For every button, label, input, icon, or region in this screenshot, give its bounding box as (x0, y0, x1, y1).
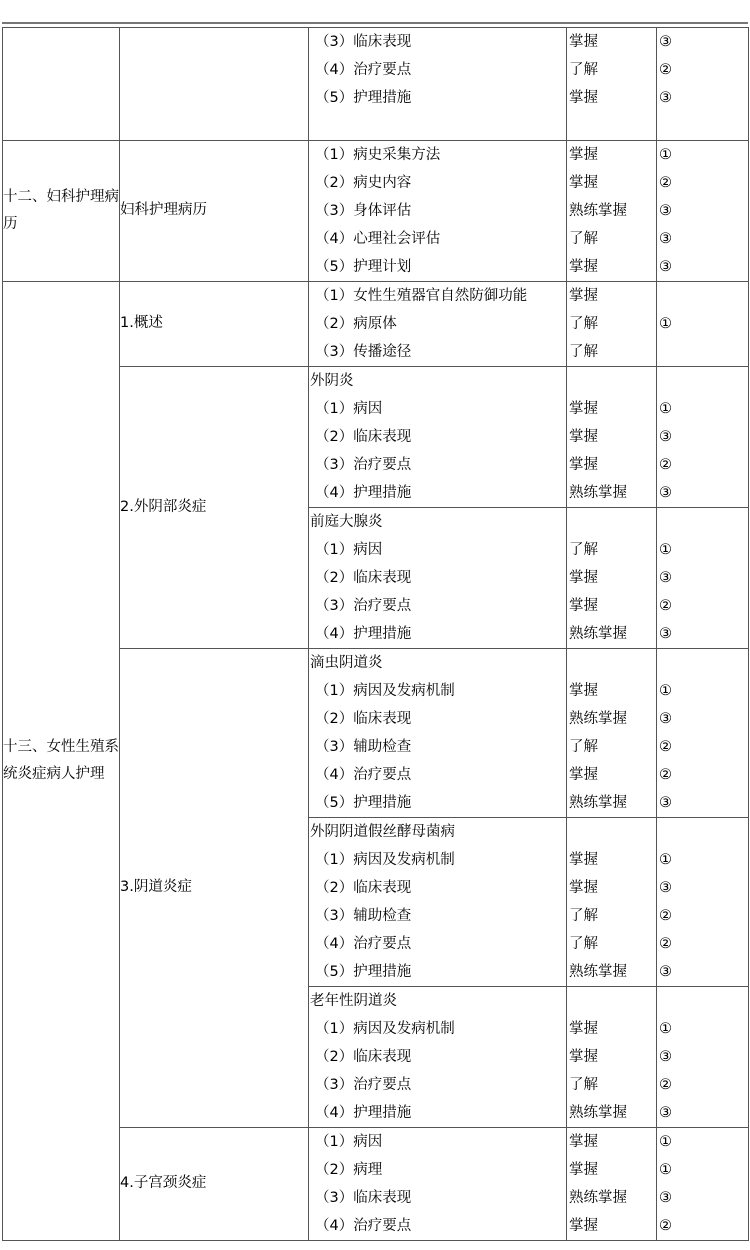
content-cell (309, 508, 567, 649)
grade-cell (657, 508, 749, 649)
grade-mark: ① (659, 542, 672, 558)
content-item: （1）病因 (315, 401, 383, 417)
content-item: （2）临床表现 (315, 429, 412, 445)
requirement-level: 掌握 (569, 598, 598, 614)
requirement-cell (567, 508, 657, 649)
spacer (657, 649, 748, 677)
content-item: （3）治疗要点 (315, 1077, 412, 1093)
requirement-level: 了解 (569, 231, 598, 247)
content-item: （3）传播途径 (315, 344, 412, 360)
subunit-cell (120, 282, 309, 367)
grade-mark: ① (659, 147, 672, 163)
requirement-level: 熟练掌握 (569, 203, 627, 219)
content-item: （4）治疗要点 (315, 936, 412, 952)
grade-cell (657, 818, 749, 987)
unit-title: 十三、女性生殖系统炎症病人护理 (3, 738, 119, 782)
spacer (657, 367, 748, 395)
grade-mark: ③ (659, 485, 672, 501)
content-item: （1）病因及发病机制 (315, 1021, 455, 1037)
spacer (657, 112, 748, 140)
content-cell (309, 818, 567, 987)
table-row (3, 28, 749, 141)
spacer (309, 112, 566, 140)
grade-mark: ① (659, 683, 672, 699)
grade-mark: ② (659, 936, 672, 952)
spacer (567, 508, 656, 536)
requirement-level: 掌握 (569, 457, 598, 473)
syllabus-table-body (3, 28, 749, 1241)
grade-mark: ③ (659, 880, 672, 896)
content-item: （3）临床表现 (315, 1190, 412, 1206)
grade-mark: ① (659, 1162, 672, 1178)
requirement-level: 熟练掌握 (569, 485, 627, 501)
grade-mark: ③ (659, 711, 672, 727)
group-header: 前庭大腺炎 (310, 514, 383, 530)
grade-mark: ② (659, 1077, 672, 1093)
requirement-level: 掌握 (569, 259, 598, 275)
grade-mark: ③ (659, 1190, 672, 1206)
grade-mark: ③ (659, 231, 672, 247)
grade-mark: ① (659, 1134, 672, 1150)
requirement-level: 了解 (569, 62, 598, 78)
grade-mark: ① (659, 316, 672, 332)
grade-mark: ③ (659, 1105, 672, 1121)
unit-title: 十二、妇科护理病历 (3, 188, 119, 232)
subunit-title: 1.概述 (120, 315, 163, 332)
requirement-level: 掌握 (569, 852, 598, 868)
requirement-cell (567, 367, 657, 508)
requirement-level: 掌握 (569, 1218, 598, 1234)
syllabus-table (2, 27, 749, 1241)
requirement-level: 掌握 (569, 880, 598, 896)
subunit-cell (120, 649, 309, 1128)
requirement-level: 掌握 (569, 1134, 598, 1150)
content-item: （4）治疗要点 (315, 62, 412, 78)
grade-mark: ③ (659, 90, 672, 106)
grade-cell (657, 141, 749, 282)
content-item: （1）女性生殖器官自然防御功能 (315, 288, 528, 304)
content-item: （3）辅助检查 (315, 739, 412, 755)
requirement-cell (567, 987, 657, 1128)
content-cell (309, 1128, 567, 1241)
requirement-cell (567, 141, 657, 282)
grade-cell (657, 282, 749, 367)
grade-cell (657, 367, 749, 508)
content-item: （2）病史内容 (315, 175, 412, 191)
grade-cell (657, 987, 749, 1128)
content-cell (309, 282, 567, 367)
grade-mark: ① (659, 401, 672, 417)
grade-mark: ② (659, 62, 672, 78)
grade-cell (657, 28, 749, 141)
requirement-level: 掌握 (569, 1049, 598, 1065)
content-cell (309, 367, 567, 508)
grade-mark: ③ (659, 570, 672, 586)
unit-cell (3, 141, 120, 282)
spacer (567, 649, 656, 677)
content-item: （4）护理措施 (315, 626, 412, 642)
content-item: （3）临床表现 (315, 34, 412, 50)
grade-mark: ③ (659, 626, 672, 642)
requirement-cell (567, 28, 657, 141)
grade-mark: ① (659, 1021, 672, 1037)
top-rule (2, 22, 748, 24)
content-item: （3）辅助检查 (315, 908, 412, 924)
requirement-level: 掌握 (569, 429, 598, 445)
requirement-level: 掌握 (569, 570, 598, 586)
content-item: （4）护理措施 (315, 485, 412, 501)
requirement-level: 掌握 (569, 147, 598, 163)
requirement-cell (567, 818, 657, 987)
group-header: 外阴炎 (310, 373, 354, 389)
content-cell (309, 649, 567, 818)
subunit-title: 妇科护理病历 (120, 202, 207, 219)
content-item: （2）临床表现 (315, 1049, 412, 1065)
subunit-title: 4.子宫颈炎症 (120, 1175, 207, 1192)
content-cell (309, 28, 567, 141)
requirement-cell (567, 1128, 657, 1241)
table-row (3, 141, 749, 282)
grade-mark: ② (659, 175, 672, 191)
grade-cell (657, 649, 749, 818)
requirement-level: 掌握 (569, 1021, 598, 1037)
grade-cell (657, 1128, 749, 1241)
content-cell (309, 141, 567, 282)
requirement-level: 了解 (569, 1077, 598, 1093)
requirement-cell (567, 282, 657, 367)
content-item: （3）身体评估 (315, 203, 412, 219)
content-item: （1）病因及发病机制 (315, 683, 455, 699)
group-header: 滴虫阴道炎 (310, 655, 383, 671)
content-item: （3）治疗要点 (315, 457, 412, 473)
grade-mark: ② (659, 908, 672, 924)
grade-mark: ③ (659, 203, 672, 219)
subunit-title: 3.阴道炎症 (120, 879, 192, 896)
requirement-level: 掌握 (569, 683, 598, 699)
requirement-level: 了解 (569, 739, 598, 755)
content-item: （2）临床表现 (315, 570, 412, 586)
requirement-level: 熟练掌握 (569, 964, 627, 980)
grade-mark: ③ (659, 795, 672, 811)
unit-cell (3, 282, 120, 1241)
content-item: （5）护理措施 (315, 795, 412, 811)
grade-mark: ② (659, 598, 672, 614)
grade-mark: ② (659, 767, 672, 783)
content-item: （4）心理社会评估 (315, 231, 441, 247)
requirement-level: 掌握 (569, 401, 598, 417)
requirement-level: 熟练掌握 (569, 795, 627, 811)
content-cell (309, 987, 567, 1128)
content-item: （2）病理 (315, 1162, 383, 1178)
requirement-level: 掌握 (569, 1162, 598, 1178)
spacer (657, 508, 748, 536)
requirement-level: 了解 (569, 908, 598, 924)
spacer (657, 987, 748, 1015)
subunit-cell (120, 28, 309, 141)
requirement-level: 了解 (569, 344, 598, 360)
content-item: （1）病因及发病机制 (315, 852, 455, 868)
unit-cell (3, 28, 120, 141)
grade-mark: ② (659, 457, 672, 473)
grade-mark: ① (659, 852, 672, 868)
group-header: 老年性阴道炎 (310, 993, 397, 1009)
content-item: （1）病史采集方法 (315, 147, 441, 163)
spacer (567, 367, 656, 395)
requirement-level: 掌握 (569, 767, 598, 783)
requirement-level: 掌握 (569, 175, 598, 191)
content-item: （2）临床表现 (315, 880, 412, 896)
grade-mark: ③ (659, 1049, 672, 1065)
requirement-level: 熟练掌握 (569, 1105, 627, 1121)
content-item: （2）病原体 (315, 316, 397, 332)
grade-mark: ③ (659, 429, 672, 445)
grade-mark: ③ (659, 964, 672, 980)
grade-mark: ③ (659, 34, 672, 50)
requirement-level: 熟练掌握 (569, 711, 627, 727)
group-header: 外阴阴道假丝酵母菌病 (310, 824, 455, 840)
requirement-level: 了解 (569, 542, 598, 558)
content-item: （4）治疗要点 (315, 1218, 412, 1234)
content-item: （4）治疗要点 (315, 767, 412, 783)
subunit-cell (120, 141, 309, 282)
content-item: （5）护理计划 (315, 259, 412, 275)
spacer (657, 818, 748, 846)
grade-mark: ② (659, 1218, 672, 1234)
requirement-level: 熟练掌握 (569, 1190, 627, 1206)
grade-mark: ② (659, 739, 672, 755)
requirement-level: 了解 (569, 936, 598, 952)
subunit-title: 2.外阴部炎症 (120, 498, 207, 515)
grade-mark: ③ (659, 259, 672, 275)
requirement-cell (567, 649, 657, 818)
content-item: （3）治疗要点 (315, 598, 412, 614)
spacer (567, 112, 656, 140)
content-item: （2）临床表现 (315, 711, 412, 727)
requirement-level: 熟练掌握 (569, 626, 627, 642)
content-item: （1）病因 (315, 542, 383, 558)
requirement-level: 掌握 (569, 288, 598, 304)
content-item: （5）护理措施 (315, 90, 412, 106)
requirement-level: 掌握 (569, 34, 598, 50)
spacer (567, 818, 656, 846)
requirement-level: 掌握 (569, 90, 598, 106)
content-item: （4）护理措施 (315, 1105, 412, 1121)
content-item: （1）病因 (315, 1134, 383, 1150)
requirement-level: 了解 (569, 316, 598, 332)
subunit-cell (120, 1128, 309, 1241)
spacer (567, 987, 656, 1015)
table-row (3, 282, 749, 367)
subunit-cell (120, 367, 309, 649)
content-item: （5）护理措施 (315, 964, 412, 980)
